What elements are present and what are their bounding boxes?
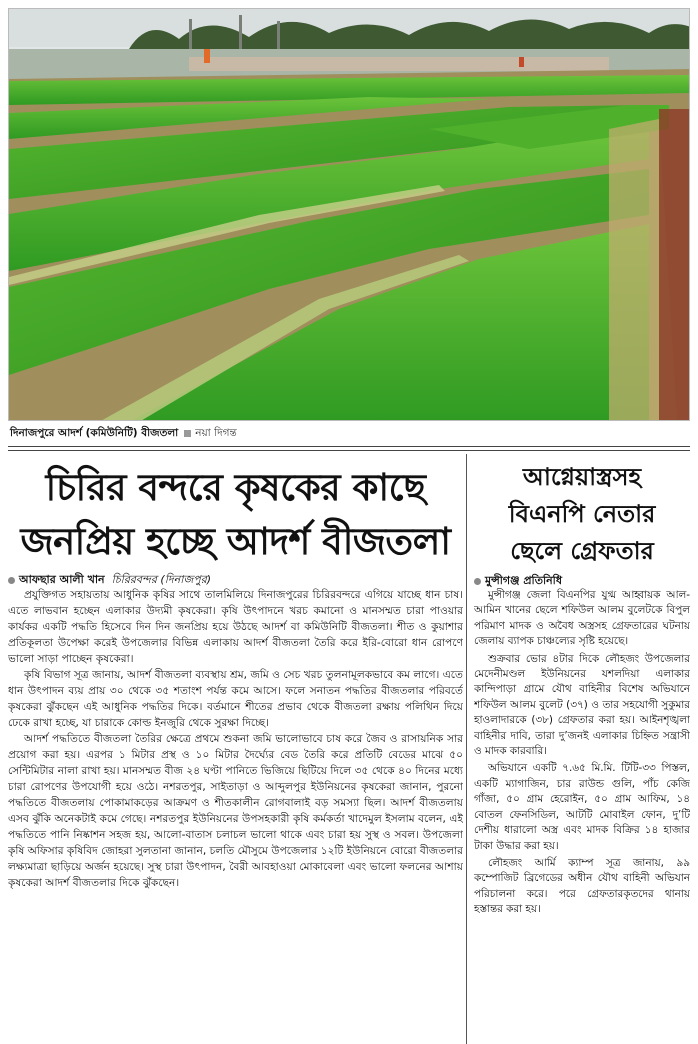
byline-place: চিরিরবন্দর (দিনাজপুর) — [111, 573, 212, 586]
main-body — [8, 587, 463, 891]
main-headline — [8, 460, 463, 568]
divider-rule — [8, 446, 690, 447]
bullet-dot-icon — [8, 577, 15, 584]
paddy-seedbed-illustration — [9, 9, 690, 421]
side-headline-line2: বিএনপি নেতার — [508, 499, 656, 528]
side-paragraph-1: মুন্সীগঞ্জ জেলা বিএনপির যুগ্ম আহ্বায়ক আল-আমিন খানের ছেলে শফিউল আলম বুলেটকে বিপুল পরিমাণ মাদক ও অবৈধ অস্ত্রসহ গ্রেফতারের ঘটনায় জেলায় ব্যাপক চাঞ্চল্যের সৃষ্টি হয়েছে। — [474, 589, 690, 648]
seedbed-photo — [8, 8, 690, 421]
column-divider — [466, 454, 467, 1044]
side-paragraph-4: লৌহজং আর্মি ক্যাম্প সূত্র জানায়, ৯৯ কম্পোজিট ব্রিগেডের অধীন যৌথ বাহিনী অভিযান পরিচালনা করে। পরে গ্রেফতারকৃতদের থানায় হস্তান্তর করা হয়। — [474, 856, 690, 916]
caption-location: দিনাজপুরে আদর্শ (কমিউনিটি) বীজতলা — [10, 427, 179, 439]
main-headline-line1: চিরির বন্দরে কৃষকের কাছে — [45, 465, 426, 509]
byline-name: আফছার আলী খান — [19, 573, 105, 586]
main-headline-line2: জনপ্রিয় হচ্ছে আদর্শ বীজতলা — [20, 519, 451, 563]
main-paragraph-1: প্রযুক্তিগত সহায়তায় আধুনিক কৃষির সাথে তালমিলিয়ে দিনাজপুরের চিরিরবন্দরে এগিয়ে যাচ্ছে ধান চাষ। এতে লাভবান হচ্ছেন এলাকার উদ্যমী কৃষকেরা। কৃষি উৎপাদনে খরচ কমানো ও মানসম্মত চারা পাওয়ার কার্যকর একটি পদ্ধতি হিসেবে দিন দিন জনপ্রিয় হয়ে উঠছে আদর্শ বা কমিউনিটি বীজতলা। শীত ও কুয়াশার প্রতিকূলতা উপেক্ষা করেই উপজেলার বিভিন্ন এলাকায় আদর্শ বীজতলা তৈরি করে ইরি-বোরো ধান রোপণে ভালো সাড়া পাচ্ছেন কৃষকেরা। — [8, 589, 463, 665]
side-headline-line1: আগ্নেয়াস্ত্রসহ — [522, 462, 642, 491]
bullet-dot-icon — [474, 578, 481, 585]
side-article — [474, 454, 690, 1044]
caption-square-icon — [184, 430, 191, 437]
side-headline — [474, 458, 690, 569]
caption-source: নয়া দিগন্ত — [195, 427, 237, 439]
main-paragraph-3: আদর্শ পদ্ধতিতে বীজতলা তৈরির ক্ষেত্রে প্রথমে শুকনা জমি ভালোভাবে চাষ করে জৈব ও রাসায়নিক সার প্রয়োগ করা হয়। এরপর ১ মিটার প্রস্থ ও ১০ মিটার দৈর্ঘ্যের বেড তৈরি করে প্রতিটি বেডের মাঝে ৫০ সেন্টিমিটার নালা রাখা হয়। মানসম্মত বীজ ২৪ ঘণ্টা পানিতে ভিজিয়ে ছিটিয়ে দিলে ৩৫ থেকে ৪০ দিনের মধ্যে চারা রোপণের উপযোগী হয়ে ওঠে। নশরতপুর, সাইতাড়া ও আব্দুলপুর ইউনিয়নের কৃষকেরা জানান, পুরনো পদ্ধতিতে বীজতলায় পোকামাকড়ের আক্রমণ ও শীতকালীন রোগবালাই বড় সমস্যা ছিল। আদর্শ বীজতলায় এসব ঝুঁকি অনেকটাই কমে গেছে। নশরতপুর ইউনিয়নের উপসহকারী কৃষি কর্মকর্তা খাদেমুল ইসলাম বলেন, এই পদ্ধতিতে পানি নিষ্কাশন সহজ হয়, আলো-বাতাস চলাচল ভালো থাকে এবং চারা হয় সুস্থ ও সবল। উপজেলা কৃষি অফিসার কৃষিবিদ জোহরা সুলতানা জানান, চলতি মৌসুমে উপজেলার ১২টি ইউনিয়নে বোরো বীজতলার লক্ষ্যমাত্রা ছাড়িয়ে অর্জন হয়েছে। সুস্থ চারা উৎপাদন, বৈরী আবহাওয়া মোকাবেলা এবং ভালো ফলনের আশায় কৃষকেরা আদর্শ বীজতলার দিকে ঝুঁকছেন। — [8, 733, 463, 889]
side-byline-text: মুন্সীগঞ্জ প্রতিনিধি — [485, 574, 562, 587]
divider-rule-secondary — [8, 450, 690, 451]
main-byline — [8, 572, 463, 587]
side-paragraph-2: শুক্রবার ভোর ৪টার দিকে লৌহজং উপজেলার মেদেনীমণ্ডল ইউনিয়নের যশলদিয়া এলাকার কান্দিপাড়া গ্রামে যৌথ বাহিনীর বিশেষ অভিযানে শফিউল আলম বুলেট (৩৭) ও তার সহযোগী সুকুমার হাওলাদারকে (৩৮) গ্রেফতার করা হয়। আইনশৃঙ্খলা বাহিনীর দাবি, তারা দু’জনই এলাকার চিহ্নিত সন্ত্রাসী ও মাদক কারবারি। — [474, 652, 690, 758]
main-paragraph-2: কৃষি বিভাগ সূত্র জানায়, আদর্শ বীজতলা ব্যবস্থায় শ্রম, জমি ও সেচ খরচ তুলনামূলকভাবে কম লাগে। এতে ধান উৎপাদন ব্যয় প্রায় ৩০ থেকে ৩৫ শতাংশ পর্যন্ত কমে আসে। ফলে সনাতন পদ্ধতির বীজতলার পরিবর্তে কৃষকেরা ঝুঁকছেন এই আধুনিক পদ্ধতির দিকে। বর্তমানে শীতের প্রভাব থেকে বীজতলা রক্ষায় পলিথিন দিয়ে ঢেকে রাখা হচ্ছে, যা চারাকে কোল্ড ইনজুরি থেকে সুরক্ষা দিচ্ছে। — [8, 669, 463, 729]
main-article — [8, 454, 463, 1044]
side-headline-line3: ছেলে গ্রেফতার — [510, 536, 654, 565]
side-byline — [474, 573, 690, 588]
side-paragraph-3: অভিযানে একটি ৭.৬৫ মি.মি. টিটি-৩৩ পিস্তল, একটি ম্যাগাজিন, চার রাউন্ড গুলি, পাঁচ কেজি গাঁজা, ৫০ গ্রাম হেরোইন, ৫০ গ্রাম আফিম, ১৪ বোতল ফেনসিডিল, আটটি মোবাইল ফোন, দু’টি দেশীয় ধারালো অস্ত্র এবং মাদক বিক্রির ১৪ হাজার টাকা উদ্ধার করা হয়। — [474, 762, 690, 852]
side-body — [474, 588, 690, 918]
photo-caption — [10, 426, 610, 440]
